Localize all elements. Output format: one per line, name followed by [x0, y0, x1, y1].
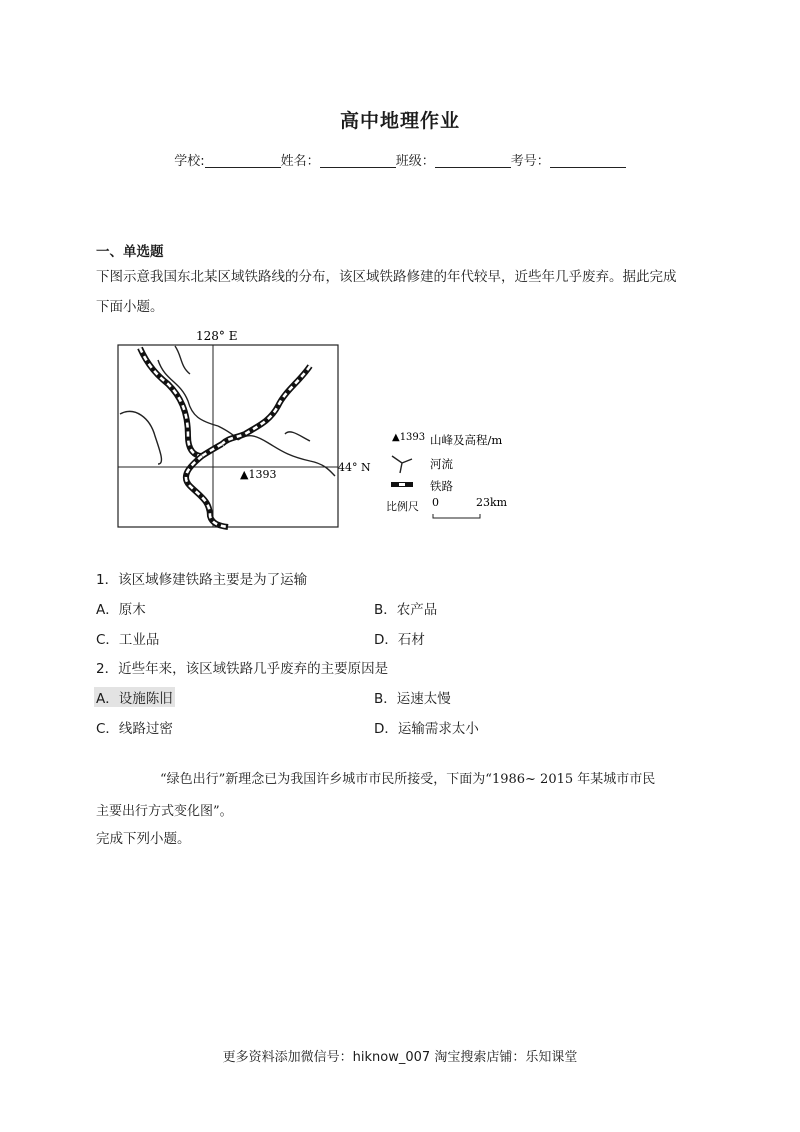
legend-river-icon: [392, 456, 412, 473]
legend-peak-text: 山峰及高程/m: [430, 433, 503, 447]
question-1-option-a[interactable]: A．原木: [96, 602, 146, 618]
page-title: 高中地理作业: [339, 110, 460, 132]
question-2-stem: 2．近些年来，该区域铁路几乎废弃的主要原因是: [96, 661, 389, 677]
intro-line-1: 下图示意我国东北某区域铁路线的分布，该区域铁路修建的年代较早，近些年几乎废弃。据此完成: [96, 269, 677, 285]
school-blank[interactable]: [205, 153, 281, 168]
latitude-label: 44° N: [338, 461, 371, 474]
legend-river-text: 河流: [430, 457, 453, 471]
longitude-label: 128° E: [196, 329, 238, 343]
passage-line-3: 完成下列小题。: [96, 831, 191, 847]
name-label: 姓名：: [280, 154, 320, 169]
class-blank[interactable]: [435, 153, 511, 168]
question-1-option-c[interactable]: C．工业品: [96, 632, 160, 648]
legend-scale-bar: [433, 514, 480, 518]
section-heading: 一、单选题: [96, 244, 164, 260]
question-2-option-d[interactable]: D．运输需求太小: [374, 721, 479, 737]
name-blank[interactable]: [320, 153, 396, 168]
legend-scale-max: 23km: [476, 496, 508, 509]
question-1-option-d[interactable]: D．石材: [374, 632, 425, 648]
student-info-line: [0, 150, 800, 169]
question-1-option-b[interactable]: B．农产品: [374, 602, 438, 618]
map-legend: [386, 432, 508, 518]
exam-number-blank[interactable]: [550, 153, 626, 168]
legend-scale-label: 比例尺: [386, 500, 419, 513]
question-1-stem: 1．该区域修建铁路主要是为了运输: [96, 572, 308, 588]
class-label: 班级：: [395, 154, 435, 169]
school-label: 学校:: [174, 154, 205, 169]
peak-label: ▲1393: [240, 468, 277, 481]
question-2-option-c[interactable]: C．线路过密: [96, 721, 173, 737]
legend-scale-zero: 0: [432, 496, 439, 509]
question-2-option-a[interactable]: A．设施陈旧: [94, 687, 175, 707]
question-2-option-b[interactable]: B．运速太慢: [374, 691, 451, 707]
passage-line-1: “绿色出行”新理念已为我国许乡城市市民所接受，下面为“1986~ 2015 年某城市市民: [160, 772, 656, 787]
passage-line-2: 主要出行方式变化图”。: [96, 804, 233, 819]
exam-number-label: 考号：: [510, 154, 550, 169]
railway-map-figure: [110, 326, 520, 531]
legend-peak-symbol: ▲1393: [392, 432, 426, 443]
intro-line-2: 下面小题。: [96, 299, 164, 315]
legend-railway-text: 铁路: [430, 479, 453, 493]
legend-railway-icon-gap: [399, 483, 405, 486]
footer-text: 更多资料添加微信号：hiknow_007 淘宝搜索店铺：乐知课堂: [222, 1050, 578, 1065]
